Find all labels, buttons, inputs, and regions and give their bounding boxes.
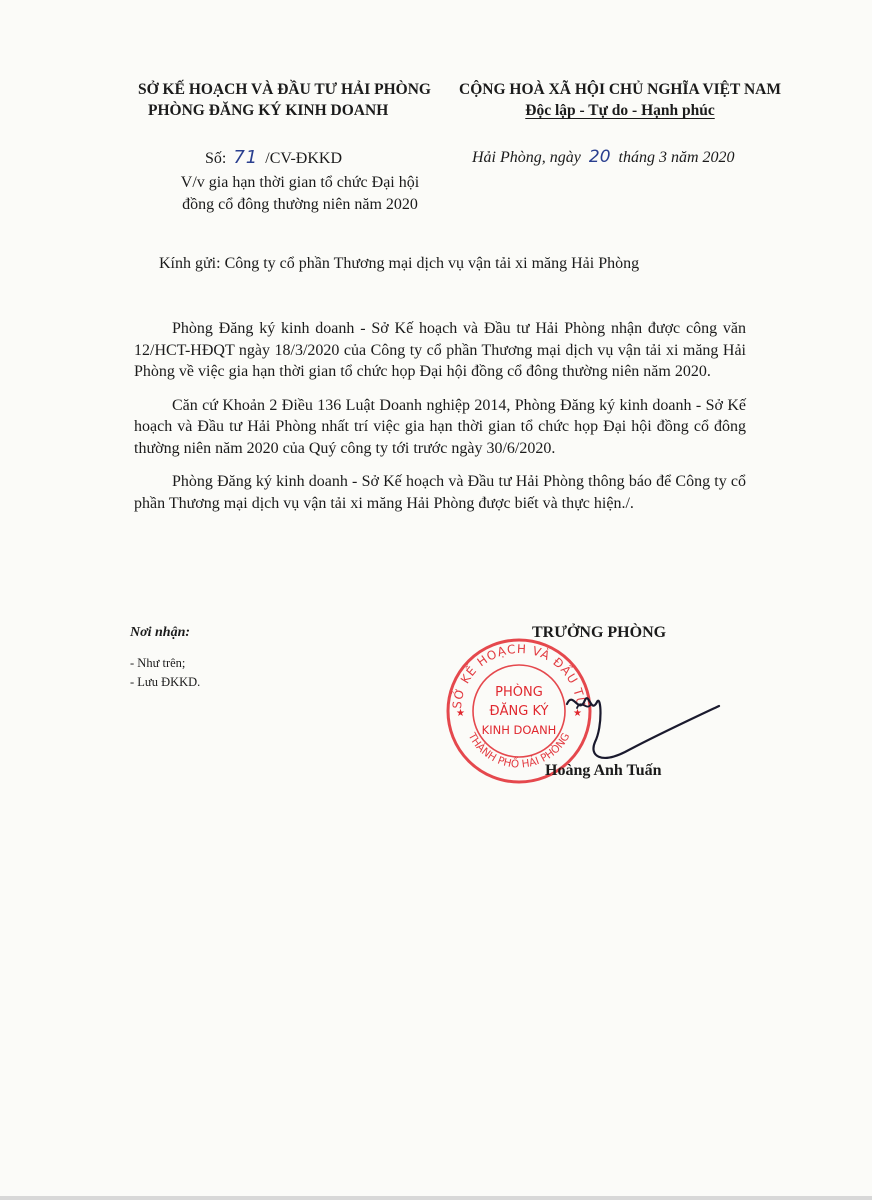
handwritten-day: 20 — [588, 147, 611, 167]
agency-department: SỞ KẾ HOẠCH VÀ ĐẦU TƯ HẢI PHÒNG — [138, 81, 431, 98]
subject-line: V/v gia hạn thời gian tổ chức Đại hội — [180, 174, 420, 191]
subject-line: đồng cổ đông thường niên năm 2020 — [182, 196, 418, 213]
scan-bottom-edge — [0, 1196, 872, 1200]
handwritten-number: 71 — [233, 147, 259, 168]
seal-ring-top: SỞ KẾ HOẠCH VÀ ĐẦU TƯ — [449, 641, 589, 710]
national-header — [440, 79, 800, 121]
body-paragraph: Phòng Đăng ký kinh doanh - Sở Kế hoạch và Đầu tư Hải Phòng nhận được công văn 12/HCT-HĐQT ngày 18/3/2020 của Công ty cổ phần Thương mại dịch vụ vận tải xi măng Hải Phòng về việc gia hạn thời gian tổ chức họp Đại hội đồng cổ đông thường niên năm 2020. — [134, 320, 746, 380]
seal-center-line: ĐĂNG KÝ — [489, 704, 549, 719]
signer-name: Hoàng Anh Tuấn — [545, 762, 662, 779]
recipient-item: - Lưu ĐKKD. — [130, 675, 201, 689]
recipients-list — [130, 654, 200, 692]
national-title: CỘNG HOÀ XÃ HỘI CHỦ NGHĨA VIỆT NAM — [459, 81, 781, 98]
document-number-suffix: /CV-ĐKKD — [265, 150, 342, 167]
document-subject — [160, 172, 440, 216]
signer-title: TRƯỞNG PHÒNG — [532, 624, 667, 641]
body-paragraph: Phòng Đăng ký kinh doanh - Sở Kế hoạch và Đầu tư Hải Phòng thông báo để Công ty cổ phần Thương mại dịch vụ vận tải xi măng Hải Phòng được biết và thực hiện./. — [134, 473, 746, 512]
national-motto: Độc lập - Tự do - Hạnh phúc — [525, 102, 715, 119]
seal-star-left: ★ — [456, 708, 465, 719]
body-paragraph: Căn cứ Khoản 2 Điều 136 Luật Doanh nghiệp 2014, Phòng Đăng ký kinh doanh - Sở Kế hoạch và Đầu tư Hải Phòng nhất trí việc gia hạn thời gian tổ chức họp Đại hội đồng cổ đông thường niên năm 2020 của Quý công ty tới trước ngày 30/6/2020. — [134, 396, 746, 457]
seal-star-right: ★ — [573, 708, 582, 719]
handwritten-signature — [565, 686, 725, 766]
seal-center-line: PHÒNG — [495, 685, 543, 700]
document-date — [472, 147, 735, 167]
seal-ring-bottom: THÀNH PHỐ HẢI PHÒNG — [465, 730, 573, 771]
letter-body — [134, 318, 746, 526]
document-number — [205, 147, 342, 168]
recipient-item: - Như trên; — [130, 656, 186, 670]
addressee-line: Kính gửi: Công ty cổ phần Thương mại dịch vụ vận tải xi măng Hải Phòng — [159, 255, 640, 272]
issuing-agency-header — [138, 79, 438, 121]
recipients-title: Nơi nhận: — [130, 625, 191, 640]
seal-center-line: KINH DOANH — [481, 723, 557, 737]
date-suffix: tháng 3 năm 2020 — [618, 149, 735, 166]
agency-office: PHÒNG ĐĂNG KÝ KINH DOANH — [148, 102, 389, 119]
date-prefix: Hải Phòng, ngày — [472, 149, 581, 166]
document-number-prefix: Số: — [205, 150, 227, 167]
